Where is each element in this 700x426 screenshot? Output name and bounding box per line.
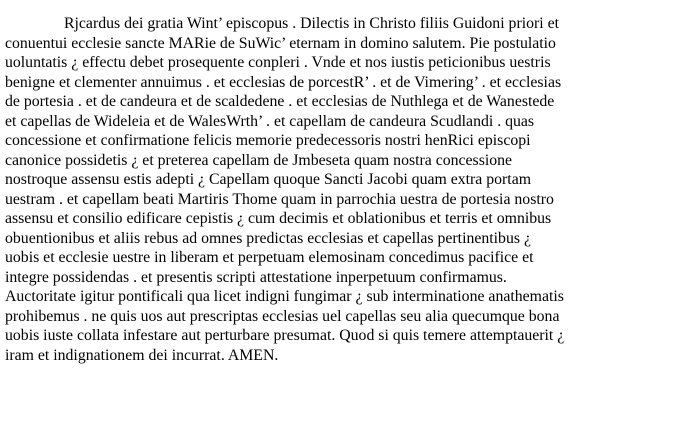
text-line: Rjcardus dei gratia Wint’ episcopus . Dilectis in Christo filiis Guidoni priori et [64, 15, 559, 32]
text-line: uoluntatis ¿ effectu debet prosequente conpleri . Vnde et nos iustis peticionibus uestris [5, 54, 551, 71]
text-line: et capellas de Wideleia et de WalesWrth’ . et capellam de candeura Scudlandi . quas [5, 112, 535, 130]
text-line: assensu et consilio edificare cepistis ¿ cum decimis et oblationibus et terris et omnibus [5, 210, 552, 227]
text-line: conuentui ecclesie sancte MARie de SuWic’ eternam in domino salutem. Pie postulatio [5, 34, 556, 52]
text-line: uestram . et capellam beati Martiris Thome quam in parrochia uestra de portesia nostro [5, 190, 554, 208]
text-line: iram et indignationem dei incurrat. AMEN. [5, 346, 279, 364]
text-line: uobis iuste collata infestare aut perturbare presumat. Quod si quis temere attemptauerit ¿ [5, 327, 565, 344]
text-line: obuentionibus et aliis rebus ad omnes predictas ecclesias et capellas pertinentibus ¿ [5, 229, 531, 247]
text-line: de portesia . et de candeura et de scaldedene . et ecclesias de Nuthlega et de Wanestede [5, 93, 555, 110]
text-line: concessione et confirmatione felicis memorie predecessoris nostri henRici episcopi [5, 132, 531, 149]
text-line: Auctoritate igitur pontificali qua licet indigni fungimar ¿ sub interminatione anathematis [5, 288, 564, 305]
charter-text [5, 14, 695, 365]
text-line: nostroque assensu estis adepti ¿ Capellam quoque Sancti Jacobi quam extra portam [5, 171, 531, 188]
text-line: benigne et clementer annuimus . et ecclesias de porcestR’ . et de Vimering’ . et ecclesias [5, 73, 562, 91]
text-line: canonice possidetis ¿ et preterea capellam de Jmbeseta quam nostra concessione [5, 151, 513, 169]
text-line: uobis et ecclesie uestre in liberam et perpetuam elemosinam concedimus pacifice et [5, 249, 534, 266]
text-line: prohibemus . ne quis uos aut prescriptas ecclesias uel capellas seu alia quecumque bona [5, 307, 560, 325]
text-line: integre possidendas . et presentis scripti attestatione inperpetuum confirmamus. [5, 268, 507, 286]
